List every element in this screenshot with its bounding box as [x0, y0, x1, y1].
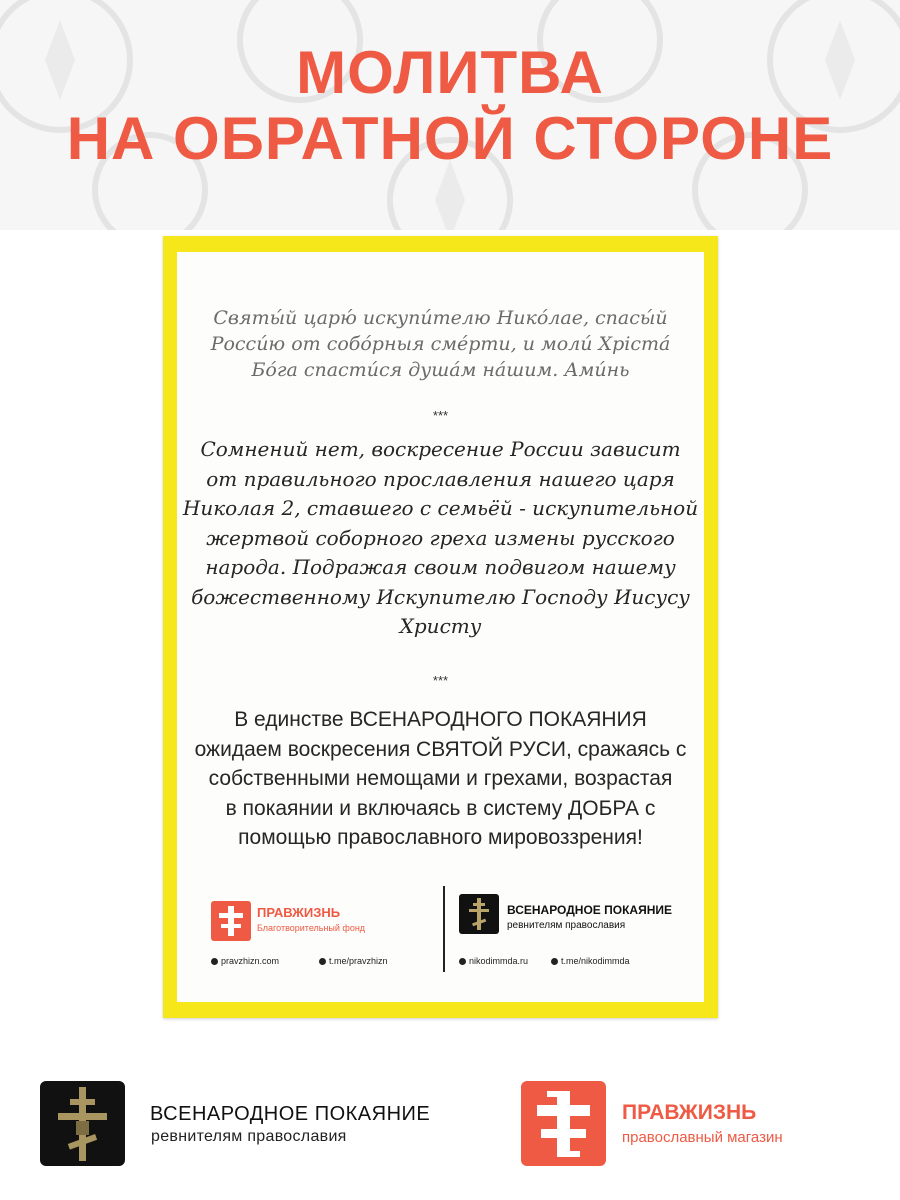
footer-divider	[443, 886, 445, 972]
separator: ***	[432, 408, 449, 423]
nikodim-telegram-link[interactable]: t.me/nikodimmda	[551, 956, 630, 966]
globe-icon	[211, 958, 218, 965]
pravzhizn-brand-title: ПРАВЖИЗНЬ	[622, 1101, 757, 1124]
headline-line-1: МОЛИТВА	[296, 39, 604, 106]
paragraph-line: помощью православного мировоззрения!	[238, 826, 643, 849]
prayer-paragraph	[177, 305, 704, 383]
nikodim-site-link[interactable]: nikodimmda.ru	[459, 956, 528, 966]
pravzhizn-logo-icon	[211, 901, 251, 941]
prayer-line: Святы́й царю́ искупи́телю Нико́лае, спасы́й	[213, 307, 668, 329]
paragraph-line: В единстве ВСЕНАРОДНОГО ПОКАЯНИЯ	[234, 708, 647, 731]
prayer-card	[163, 236, 718, 1018]
pravzhizn-site-link[interactable]: pravzhizn.com	[211, 956, 279, 966]
paragraph-repentance	[177, 705, 704, 853]
globe-icon	[459, 958, 466, 965]
paragraph-line: жертвой соборного греха измены русского	[206, 525, 675, 550]
vsenarodnoe-brand-title: ВСЕНАРОДНОЕ ПОКАЯНИЕ	[150, 1103, 431, 1125]
pravzhizn-subtitle: Благотворительный фонд	[257, 923, 366, 933]
paragraph-resurrection	[177, 435, 704, 642]
paragraph-line: божественному Искупителю Господу Иисусу	[191, 584, 690, 609]
pravzhizn-logo-icon	[521, 1081, 606, 1166]
paragraph-line: в покаянии и включаясь в систему ДОБРА с	[225, 796, 656, 820]
paragraph-line: народа. Подражая своим подвигом нашему	[205, 555, 676, 579]
paragraph-line: ожидаем воскресения СВЯТОЙ РУСИ, сражаясь с	[194, 737, 687, 761]
prayer-card-inner	[177, 252, 704, 1002]
paragraph-line: Христу	[399, 614, 482, 638]
paragraph-line: Николая 2, ставшего с семьёй - искупительной	[182, 496, 699, 520]
page-headline	[0, 40, 900, 172]
vsenarodnoe-subtitle: ревнителям православия	[507, 920, 626, 931]
telegram-icon	[319, 958, 326, 965]
prayer-line: Росси́ю от собо́рныя сме́рти, и моли́ Хріста́	[210, 333, 671, 355]
paragraph-line: от правильного прославления нашего царя	[206, 466, 675, 491]
pravzhizn-brand-subtitle: православный магазин	[622, 1129, 783, 1146]
paragraph-line: Сомнений нет, воскресение России зависит	[200, 437, 681, 461]
paragraph-line: собственными немощами и грехами, возрастая	[208, 767, 673, 790]
prayer-line: Бо́га спасти́ся душа́м на́шим. Ами́нь	[251, 359, 630, 381]
telegram-icon	[551, 958, 558, 965]
orthodox-cross-icon	[40, 1081, 125, 1166]
orthodox-cross-icon	[459, 894, 499, 934]
pravzhizn-name: ПРАВЖИЗНЬ	[257, 905, 341, 920]
vsenarodnoe-brand-subtitle: ревнителям православия	[151, 1128, 347, 1145]
headline-line-2: НА ОБРАТНОЙ СТОРОНЕ	[66, 105, 834, 172]
pravzhizn-telegram-link[interactable]: t.me/pravzhizn	[319, 956, 388, 966]
card-footer-logos	[211, 880, 681, 980]
vsenarodnoe-name: ВСЕНАРОДНОЕ ПОКАЯНИЕ	[507, 903, 672, 917]
separator: ***	[432, 673, 449, 688]
